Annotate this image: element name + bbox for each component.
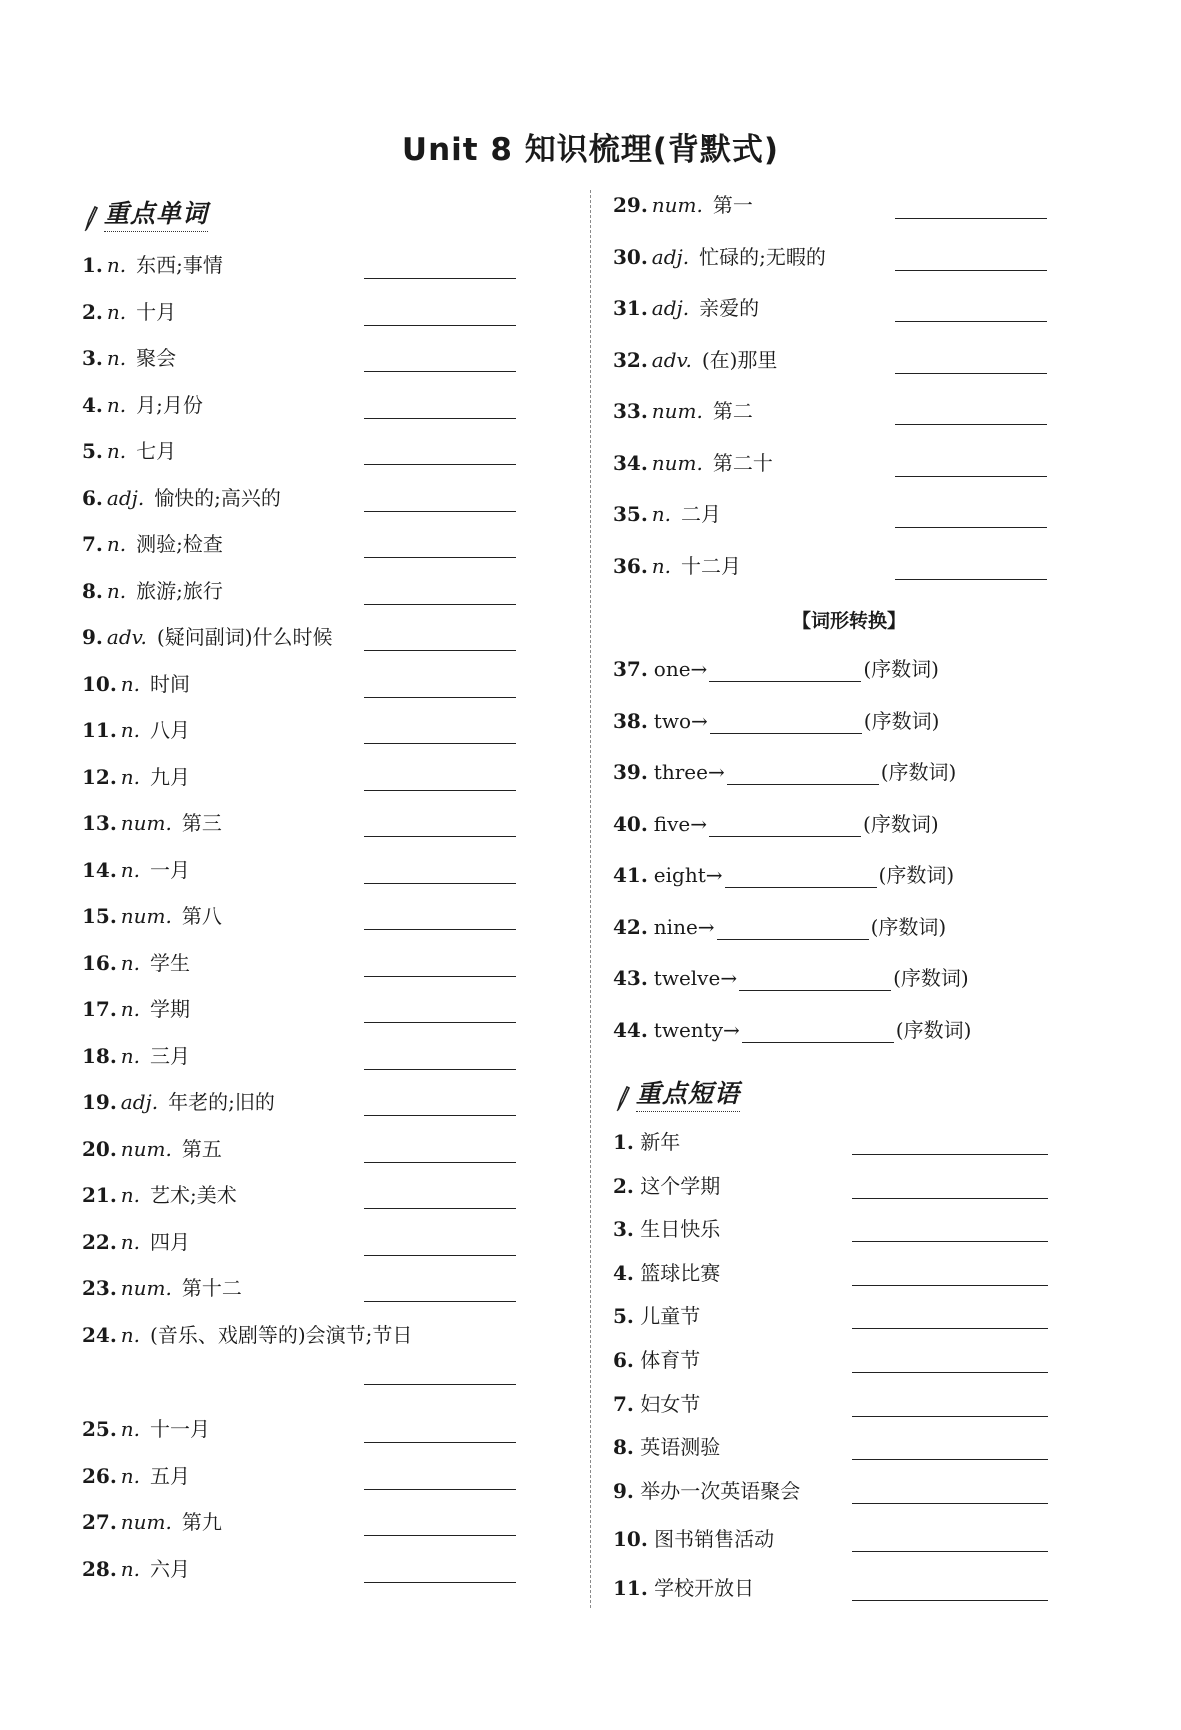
vocab-item <box>82 299 176 325</box>
item-number: 8. <box>613 1435 634 1460</box>
item-number: 39. <box>613 760 648 784</box>
conversion-item <box>613 811 939 837</box>
meaning: 时间 <box>150 671 191 696</box>
part-of-speech: num. <box>651 193 703 217</box>
answer-blank[interactable] <box>895 321 1047 322</box>
item-number: 25. <box>82 1417 117 1441</box>
item-number: 35. <box>613 502 648 526</box>
conversion-item <box>613 965 969 991</box>
answer-blank[interactable] <box>364 511 516 512</box>
base-word: one→ <box>653 657 708 681</box>
part-of-speech: n. <box>106 532 127 556</box>
item-number: 27. <box>82 1510 117 1534</box>
vocab-item <box>82 1416 210 1442</box>
part-of-speech: num. <box>120 904 172 928</box>
answer-blank[interactable] <box>364 883 516 884</box>
vocab-section-title: 重点单词 <box>104 194 208 232</box>
vocab-item <box>613 192 753 218</box>
conversion-note: (序数词) <box>893 966 969 990</box>
meaning: 测验;检查 <box>136 532 223 556</box>
base-word: five→ <box>653 811 708 836</box>
item-number: 4. <box>82 392 103 417</box>
conversion-heading: 【词形转换】 <box>792 610 907 632</box>
meaning: 十月 <box>136 299 177 324</box>
meaning: 愉快的;高兴的 <box>154 485 281 510</box>
part-of-speech: adj. <box>120 1090 159 1114</box>
item-number: 22. <box>82 1229 117 1254</box>
part-of-speech: n. <box>651 502 672 526</box>
meaning: 四月 <box>150 1229 191 1254</box>
meaning: 第二 <box>712 399 753 423</box>
item-number: 8. <box>82 578 103 603</box>
page-title: Unit 8 知识梳理(背默式) <box>401 132 780 168</box>
conversion-item <box>613 759 956 785</box>
phrase-text: 生日快乐 <box>633 1217 721 1242</box>
meaning: 聚会 <box>136 346 177 370</box>
phrase-item <box>613 1526 774 1552</box>
item-number: 11. <box>82 718 117 742</box>
item-number: 15. <box>82 904 117 928</box>
meaning: 第八 <box>181 904 222 928</box>
vocab-item <box>82 345 176 371</box>
answer-blank[interactable] <box>739 970 891 991</box>
phrase-item <box>613 1347 700 1373</box>
answer-blank[interactable] <box>895 527 1047 528</box>
answer-blank[interactable] <box>364 1582 516 1583</box>
base-word: two→ <box>653 708 708 733</box>
answer-blank[interactable] <box>709 661 861 682</box>
item-number: 36. <box>613 553 648 578</box>
part-of-speech: n. <box>120 1463 141 1488</box>
answer-blank[interactable] <box>895 270 1047 271</box>
base-word: nine→ <box>653 914 715 939</box>
meaning: 亲爱的 <box>699 296 760 320</box>
vocab-item <box>82 1136 222 1162</box>
part-of-speech: adv. <box>106 625 147 649</box>
answer-blank[interactable] <box>364 1022 516 1023</box>
meaning: 东西;事情 <box>136 253 223 277</box>
part-of-speech: n. <box>106 253 127 277</box>
vocab-item <box>82 1322 412 1348</box>
answer-blank[interactable] <box>364 464 516 465</box>
answer-blank[interactable] <box>895 579 1047 580</box>
part-of-speech: n. <box>106 346 127 370</box>
vocab-item <box>82 717 190 743</box>
conversion-note: (序数词) <box>870 914 947 939</box>
answer-blank[interactable] <box>852 1600 1048 1601</box>
phrase-text: 英语测验 <box>633 1435 721 1460</box>
answer-blank[interactable] <box>852 1503 1048 1504</box>
base-word: three→ <box>653 760 725 784</box>
conversion-item <box>613 1017 971 1043</box>
part-of-speech: num. <box>651 450 703 475</box>
answer-blank[interactable] <box>364 325 516 326</box>
item-number: 1. <box>82 253 103 277</box>
answer-blank[interactable] <box>364 278 516 279</box>
answer-blank[interactable] <box>852 1328 1048 1329</box>
item-number: 31. <box>613 296 648 320</box>
part-of-speech: n. <box>120 950 141 975</box>
answer-blank[interactable] <box>364 557 516 558</box>
conversion-item <box>613 656 939 682</box>
part-of-speech: n. <box>120 1183 141 1207</box>
conversion-note: (序数词) <box>895 1017 972 1042</box>
item-number: 42. <box>613 914 648 939</box>
item-number: 32. <box>613 347 648 372</box>
answer-blank[interactable] <box>364 1384 516 1385</box>
meaning: 六月 <box>150 1556 191 1581</box>
phrase-item <box>613 1173 720 1199</box>
vocab-section-heading <box>82 194 208 232</box>
meaning: 十一月 <box>150 1417 211 1441</box>
phrase-item <box>613 1478 800 1504</box>
item-number: 2. <box>613 1173 634 1198</box>
pen-icon <box>614 1084 632 1112</box>
meaning: (疑问副词)什么时候 <box>156 625 333 649</box>
conversion-note: (序数词) <box>880 760 957 784</box>
item-number: 29. <box>613 193 648 217</box>
item-number: 7. <box>82 532 103 556</box>
item-number: 10. <box>613 1527 648 1552</box>
vocab-item <box>82 671 190 697</box>
answer-blank[interactable] <box>364 929 516 930</box>
phrase-item <box>613 1129 680 1155</box>
answer-blank[interactable] <box>364 371 516 372</box>
item-number: 5. <box>613 1304 634 1329</box>
vocab-item <box>613 450 773 476</box>
conversion-item <box>613 914 946 940</box>
item-number: 40. <box>613 811 648 836</box>
answer-blank[interactable] <box>709 816 861 837</box>
conversion-item <box>613 708 939 734</box>
vocab-item <box>82 1043 190 1069</box>
phrase-section-heading <box>614 1074 740 1112</box>
phrase-text: 篮球比赛 <box>633 1260 721 1285</box>
item-number: 9. <box>613 1478 634 1503</box>
meaning: 第三 <box>181 811 222 835</box>
answer-blank[interactable] <box>895 373 1047 374</box>
vocab-item <box>82 252 223 278</box>
vocab-item <box>82 624 333 650</box>
meaning: 七月 <box>136 439 177 463</box>
answer-blank[interactable] <box>364 1535 516 1536</box>
phrase-item <box>613 1391 700 1417</box>
item-number: 38. <box>613 708 648 733</box>
answer-blank[interactable] <box>364 650 516 651</box>
answer-blank[interactable] <box>364 976 516 977</box>
answer-blank[interactable] <box>852 1241 1048 1242</box>
item-number: 24. <box>82 1322 117 1347</box>
vocab-item <box>82 857 190 883</box>
phrase-item <box>613 1260 720 1286</box>
pen-icon <box>82 204 100 232</box>
vocab-item <box>82 1229 190 1255</box>
answer-blank[interactable] <box>364 1255 516 1256</box>
vocab-item <box>82 903 222 929</box>
answer-blank[interactable] <box>727 764 879 785</box>
meaning: 九月 <box>150 764 191 789</box>
vocab-item <box>613 244 826 270</box>
part-of-speech: n. <box>106 439 127 463</box>
item-number: 44. <box>613 1017 648 1042</box>
answer-blank[interactable] <box>364 836 516 837</box>
part-of-speech: num. <box>651 399 703 423</box>
vocab-item <box>82 1463 190 1489</box>
column-divider <box>590 190 591 1608</box>
item-number: 6. <box>82 485 103 510</box>
vocab-item <box>613 295 759 321</box>
answer-blank[interactable] <box>364 790 516 791</box>
phrase-text: 新年 <box>633 1130 681 1154</box>
answer-blank[interactable] <box>742 1022 894 1043</box>
item-number: 20. <box>82 1136 117 1161</box>
part-of-speech: n. <box>651 553 672 578</box>
part-of-speech: n. <box>120 671 141 696</box>
meaning: (在)那里 <box>701 347 778 372</box>
answer-blank[interactable] <box>852 1154 1048 1155</box>
item-number: 12. <box>82 764 117 789</box>
vocab-item <box>82 1275 242 1301</box>
answer-blank[interactable] <box>852 1551 1048 1552</box>
item-number: 6. <box>613 1348 634 1372</box>
phrase-text: 这个学期 <box>633 1173 721 1198</box>
answer-blank[interactable] <box>895 476 1047 477</box>
item-number: 30. <box>613 244 648 269</box>
answer-blank[interactable] <box>710 713 862 734</box>
conversion-item <box>613 862 954 888</box>
item-number: 1. <box>613 1130 634 1154</box>
item-number: 16. <box>82 950 117 975</box>
part-of-speech: num. <box>120 1136 172 1161</box>
phrase-text: 图书销售活动 <box>647 1527 775 1552</box>
meaning: (音乐、戏剧等的)会演节;节日 <box>150 1322 413 1347</box>
vocab-item <box>82 1089 275 1115</box>
meaning: 第十二 <box>181 1276 242 1300</box>
item-number: 17. <box>82 997 117 1021</box>
meaning: 学期 <box>150 997 191 1021</box>
conversion-note: (序数词) <box>863 708 940 733</box>
meaning: 学生 <box>150 950 191 975</box>
answer-blank[interactable] <box>895 218 1047 219</box>
answer-blank[interactable] <box>852 1459 1048 1460</box>
item-number: 10. <box>82 671 117 696</box>
answer-blank[interactable] <box>717 919 869 940</box>
phrase-text: 举办一次英语聚会 <box>633 1478 801 1503</box>
conversion-note: (序数词) <box>863 657 939 681</box>
vocab-item <box>82 531 223 557</box>
answer-blank[interactable] <box>852 1198 1048 1199</box>
part-of-speech: n. <box>120 1556 141 1581</box>
meaning: 年老的;旧的 <box>168 1090 275 1114</box>
vocab-item <box>82 578 223 604</box>
item-number: 26. <box>82 1463 117 1488</box>
phrase-item <box>613 1216 720 1242</box>
meaning: 二月 <box>681 502 722 526</box>
answer-blank[interactable] <box>364 743 516 744</box>
part-of-speech: n. <box>120 1043 141 1068</box>
vocab-item <box>82 1182 237 1208</box>
part-of-speech: n. <box>120 764 141 789</box>
meaning: 三月 <box>150 1043 191 1068</box>
part-of-speech: n. <box>106 299 127 324</box>
meaning: 一月 <box>150 857 191 882</box>
answer-blank[interactable] <box>725 867 877 888</box>
item-number: 11. <box>613 1576 648 1600</box>
vocab-item <box>82 485 281 511</box>
vocab-item <box>82 1509 222 1535</box>
part-of-speech: n. <box>120 857 141 882</box>
vocab-item <box>613 553 741 579</box>
part-of-speech: n. <box>106 392 127 417</box>
item-number: 3. <box>82 346 103 370</box>
vocab-item <box>82 950 190 976</box>
part-of-speech: adj. <box>106 485 145 510</box>
answer-blank[interactable] <box>364 697 516 698</box>
conversion-note: (序数词) <box>863 811 939 836</box>
part-of-speech: adj. <box>651 296 690 320</box>
item-number: 19. <box>82 1090 117 1114</box>
meaning: 第九 <box>181 1510 222 1534</box>
answer-blank[interactable] <box>364 1069 516 1070</box>
meaning: 艺术;美术 <box>150 1183 237 1207</box>
item-number: 41. <box>613 863 648 887</box>
phrase-section-title: 重点短语 <box>636 1074 740 1112</box>
answer-blank[interactable] <box>895 424 1047 425</box>
meaning: 第二十 <box>712 450 773 475</box>
meaning: 第五 <box>181 1136 222 1161</box>
part-of-speech: n. <box>120 1417 141 1441</box>
phrase-text: 学校开放日 <box>647 1576 755 1600</box>
vocab-item <box>82 810 222 836</box>
answer-blank[interactable] <box>364 1115 516 1116</box>
part-of-speech: num. <box>120 811 172 835</box>
meaning: 八月 <box>150 718 191 742</box>
base-word: twelve→ <box>653 966 738 990</box>
item-number: 9. <box>82 625 103 649</box>
vocab-item <box>613 347 777 373</box>
base-word: eight→ <box>653 863 723 887</box>
answer-blank[interactable] <box>364 1162 516 1163</box>
item-number: 34. <box>613 450 648 475</box>
answer-blank[interactable] <box>364 418 516 419</box>
item-number: 13. <box>82 811 117 835</box>
meaning: 月;月份 <box>136 392 203 417</box>
phrase-text: 儿童节 <box>633 1304 701 1329</box>
meaning: 第一 <box>712 193 753 217</box>
phrase-item <box>613 1575 754 1601</box>
part-of-speech: n. <box>106 578 127 603</box>
meaning: 十二月 <box>681 553 742 578</box>
item-number: 37. <box>613 657 648 681</box>
part-of-speech: adj. <box>651 244 690 269</box>
item-number: 7. <box>613 1391 634 1416</box>
phrase-item <box>613 1434 720 1460</box>
vocab-item <box>613 501 721 527</box>
item-number: 18. <box>82 1043 117 1068</box>
item-number: 43. <box>613 966 648 990</box>
item-number: 33. <box>613 399 648 423</box>
part-of-speech: n. <box>120 1322 141 1347</box>
meaning: 忙碌的;无暇的 <box>699 244 826 269</box>
phrase-text: 体育节 <box>633 1348 701 1372</box>
item-number: 21. <box>82 1183 117 1207</box>
phrase-item <box>613 1303 700 1329</box>
part-of-speech: n. <box>120 1229 141 1254</box>
item-number: 2. <box>82 299 103 324</box>
item-number: 5. <box>82 439 103 463</box>
part-of-speech: n. <box>120 997 141 1021</box>
answer-blank[interactable] <box>364 604 516 605</box>
answer-blank[interactable] <box>364 1489 516 1490</box>
meaning: 旅游;旅行 <box>136 578 223 603</box>
base-word: twenty→ <box>653 1017 740 1042</box>
item-number: 14. <box>82 857 117 882</box>
answer-blank[interactable] <box>852 1416 1048 1417</box>
vocab-item <box>82 996 190 1022</box>
vocab-item <box>613 398 753 424</box>
answer-blank[interactable] <box>852 1372 1048 1373</box>
conversion-note: (序数词) <box>878 863 955 887</box>
part-of-speech: n. <box>120 718 141 742</box>
item-number: 4. <box>613 1260 634 1285</box>
answer-blank[interactable] <box>364 1442 516 1443</box>
vocab-item <box>82 438 176 464</box>
vocab-item <box>82 392 203 418</box>
answer-blank[interactable] <box>852 1285 1048 1286</box>
answer-blank[interactable] <box>364 1301 516 1302</box>
phrase-text: 妇女节 <box>633 1391 701 1416</box>
part-of-speech: adv. <box>651 347 692 372</box>
answer-blank[interactable] <box>364 1208 516 1209</box>
part-of-speech: num. <box>120 1510 172 1534</box>
part-of-speech: num. <box>120 1276 172 1300</box>
meaning: 五月 <box>150 1463 191 1488</box>
item-number: 23. <box>82 1276 117 1300</box>
item-number: 28. <box>82 1556 117 1581</box>
item-number: 3. <box>613 1217 634 1242</box>
vocab-item <box>82 1556 190 1582</box>
vocab-item <box>82 764 190 790</box>
